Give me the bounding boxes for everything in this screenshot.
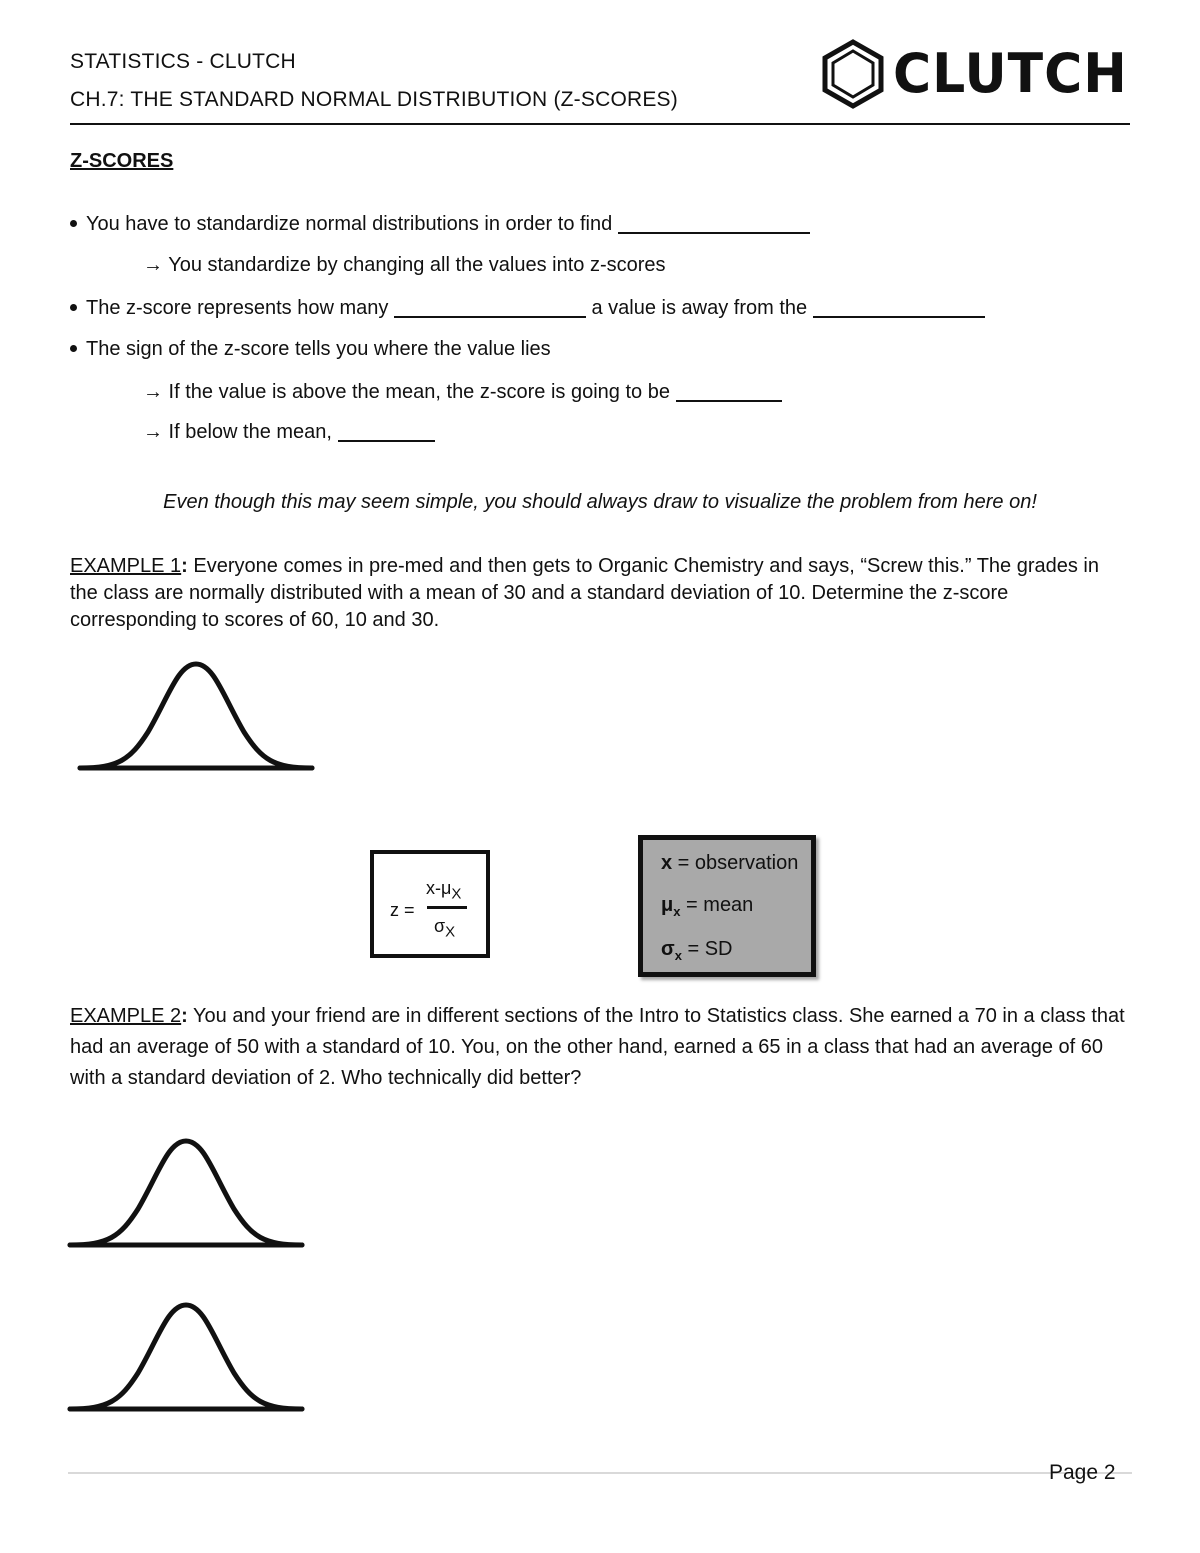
fraction-bar — [427, 906, 467, 909]
sub-point-standardize: → You standardize by changing all the values into z-scores — [143, 254, 666, 276]
bullet-dot-icon — [70, 220, 77, 227]
footer-divider — [68, 1472, 1132, 1474]
sub-point-below-mean — [143, 420, 435, 444]
legend-mean — [661, 894, 753, 919]
example-2-text: You and your friend are in different sections of the Intro to Statistics class. She earned a 70 in a class that had an average of 50 with a standard of 10. You, on the other hand, earned a 65 in a class that had an average of 60 with a standard deviation of 2. Who technically did better? — [70, 1005, 1125, 1089]
bullet-text: The z-score represents how many — [86, 297, 389, 319]
legend-sigma-subscript: x — [674, 948, 682, 963]
legend-x-symbol: x — [661, 852, 673, 874]
legend-observation — [661, 852, 798, 875]
sub-point-text: → If below the mean, — [143, 421, 332, 443]
denominator-text: σ — [434, 916, 446, 936]
italic-note: Even though this may seem simple, you should always draw to visualize the problem from here on! — [163, 491, 1037, 513]
header-divider — [70, 123, 1130, 125]
example-1-text: Everyone comes in pre-med and then gets to Organic Chemistry and says, “Screw this.” The grades in the class are normally distributed with a mean of 30 and a standard deviation of 10. Determine the z-score corresponding to scores of 60, 10 and 30. — [70, 555, 1099, 631]
numerator-text: x-μ — [426, 878, 452, 898]
example-2-colon: : — [181, 1005, 188, 1027]
bullet-dot-icon — [70, 304, 77, 311]
normal-curve-sketch — [68, 1300, 304, 1414]
zscore-formula-box — [370, 850, 490, 958]
bullet-text: You have to standardize normal distributions in order to find — [86, 213, 613, 235]
formula-denominator — [434, 916, 455, 941]
denominator-subscript: X — [445, 923, 456, 941]
legend-mu-subscript: x — [673, 904, 681, 919]
sub-point-text: → If the value is above the mean, the z-score is going to be — [143, 381, 670, 403]
legend-sigma-symbol: σ — [661, 938, 675, 960]
formula-lhs: z = — [390, 900, 415, 920]
bullet-text-continued: a value is away from the — [591, 297, 808, 319]
example-2-label: EXAMPLE 2 — [70, 1005, 182, 1027]
normal-curve-sketch — [78, 660, 314, 772]
legend-sigma-definition: = SD — [681, 938, 733, 960]
fill-in-blank — [813, 296, 985, 318]
bullet-zscore-meaning — [70, 296, 985, 320]
logo-wordmark: CLUTCH — [893, 42, 1128, 106]
sub-point-above-mean — [143, 380, 782, 404]
example-2 — [70, 1001, 1132, 1094]
header-chapter-title: CH.7: THE STANDARD NORMAL DISTRIBUTION (Z-SCORES) — [70, 88, 678, 111]
bullet-standardize — [70, 212, 810, 236]
example-1 — [70, 553, 1132, 634]
section-title: Z-SCORES — [70, 150, 174, 172]
variable-legend-box — [638, 835, 816, 977]
numerator-subscript: X — [451, 885, 462, 903]
fill-in-blank — [618, 212, 810, 234]
example-1-colon: : — [181, 555, 188, 577]
legend-mu-symbol: μ — [661, 894, 674, 916]
bullet-text: The sign of the z-score tells you where the value lies — [86, 338, 551, 360]
bullet-dot-icon — [70, 345, 77, 352]
legend-sd — [661, 938, 733, 963]
legend-mu-definition: = mean — [680, 894, 754, 916]
page-number: Page 2 — [1049, 1461, 1116, 1484]
formula-numerator — [426, 878, 461, 903]
fill-in-blank — [338, 420, 435, 442]
normal-curve-sketch — [68, 1136, 304, 1250]
example-1-label: EXAMPLE 1 — [70, 555, 182, 577]
bullet-zscore-sign — [70, 338, 551, 361]
fill-in-blank — [394, 296, 586, 318]
legend-x-definition: = observation — [672, 852, 799, 874]
header-course-title: STATISTICS - CLUTCH — [70, 50, 296, 73]
fill-in-blank — [676, 380, 782, 402]
